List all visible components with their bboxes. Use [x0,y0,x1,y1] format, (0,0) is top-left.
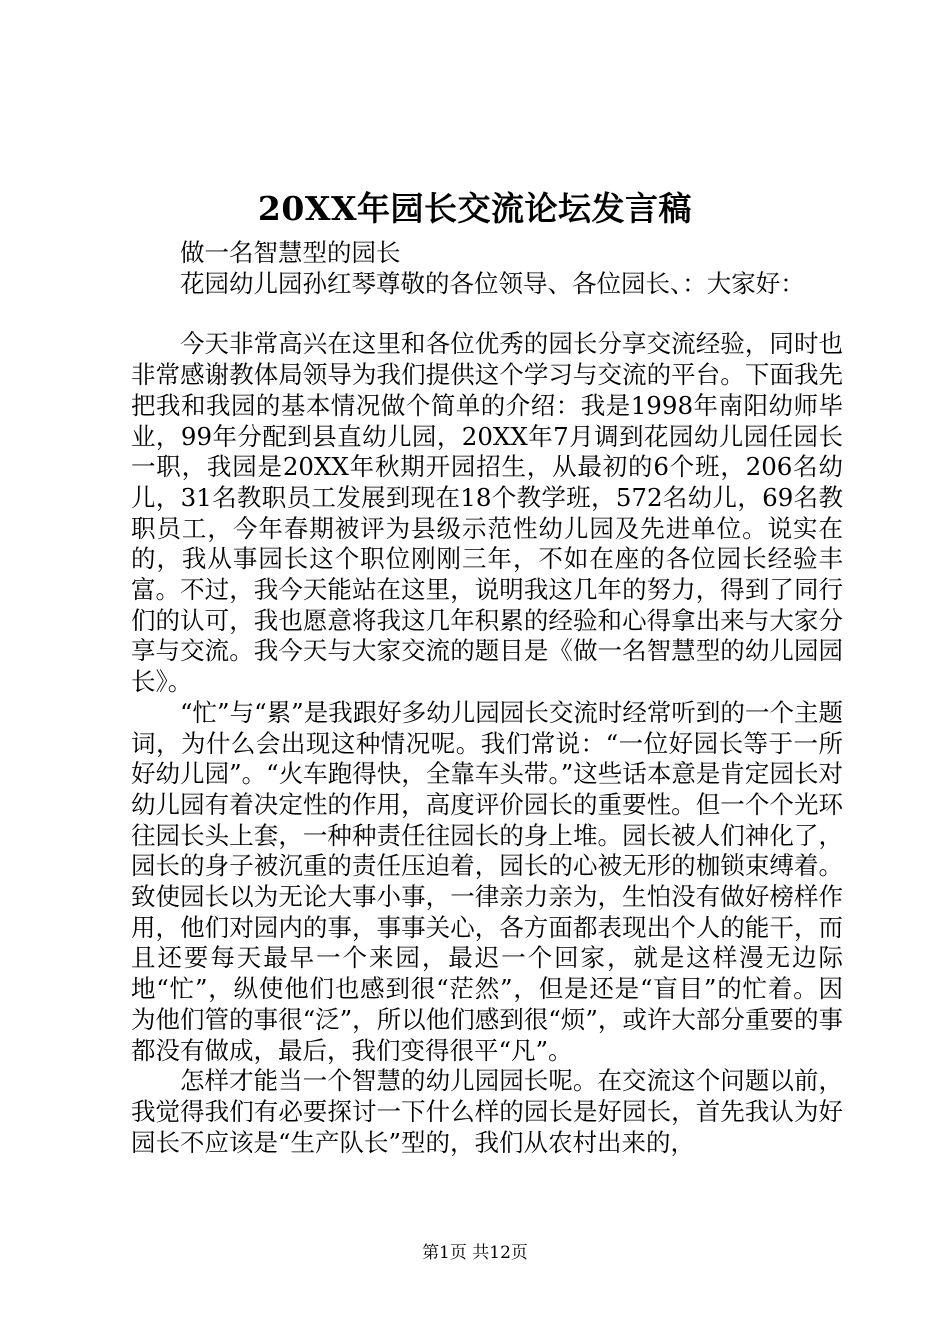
subtitle-line: 做一名智慧型的园长 [180,238,401,267]
document-title: 20XX年园长交流论坛发言稿 [257,189,693,228]
paragraph-3: 怎样才能当一个智慧的幼儿园园长呢。在交流这个问题以前，我觉得我们有必要探讨一下什么样的园长是好园长，首先我认为好园长不应该是“生产队长”型的，我们从农村出来的， [131,1066,843,1157]
document-body [131,238,843,1158]
paragraph-1: 今天非常高兴在这里和各位优秀的园长分享交流经验，同时也非常感谢教体局领导为我们提供这个学习与交流的平台。下面我先把我和我园的基本情况做个简单的介绍：我是1998年南阳幼师毕业，99年分配到县直幼儿园，20XX年7月调到花园幼儿园任园长一职，我园是20XX年秋期开园招生，从最初的6个班，206名幼儿，31名教职员工发展到现在18个教学班，572名幼儿，69名教职员工，今年春期被评为县级示范性幼儿园及先进单位。说实在的，我从事园长这个职位刚刚三年，不如在座的各位园长经验丰富。不过，我今天能站在这里，说明我这几年的努力，得到了同行们的认可，我也愿意将我这几年积累的经验和心得拿出来与大家分享与交流。我今天与大家交流的题目是《做一名智慧型的幼儿园园长》。 [131,329,843,697]
page-footer: 第1页 共12页 [422,1243,528,1263]
paragraph-2: “忙”与“累”是我跟好多幼儿园园长交流时经常听到的一个主题词，为什么会出现这种情况呢。我们常说：“一位好园长等于一所好幼儿园”。“火车跑得快，全靠车头带。”这些话本意是肯定园长对幼儿园有着决定性的作用，高度评价园长的重要性。但一个个光环往园长头上套，一种种责任往园长的身上堆。园长被人们神化了，园长的身子被沉重的责任压迫着，园长的心被无形的枷锁束缚着。致使园长以为无论大事小事，一律亲力亲为，生怕没有做好榜样作用，他们对园内的事，事事关心，各方面都表现出个人的能干，而且还要每天最早一个来园，最迟一个回家，就是这样漫无边际地“忙”，纵使他们也感到很“茫然”，但是还是“盲目”的忙着。因为他们管的事很“泛”，所以他们感到很“烦”，或许大部分重要的事都没有做成，最后，我们变得很平“凡”。 [131,697,843,1065]
greeting-line: 花园幼儿园孙红琴尊敬的各位领导、各位园长、：大家好： [180,268,805,298]
